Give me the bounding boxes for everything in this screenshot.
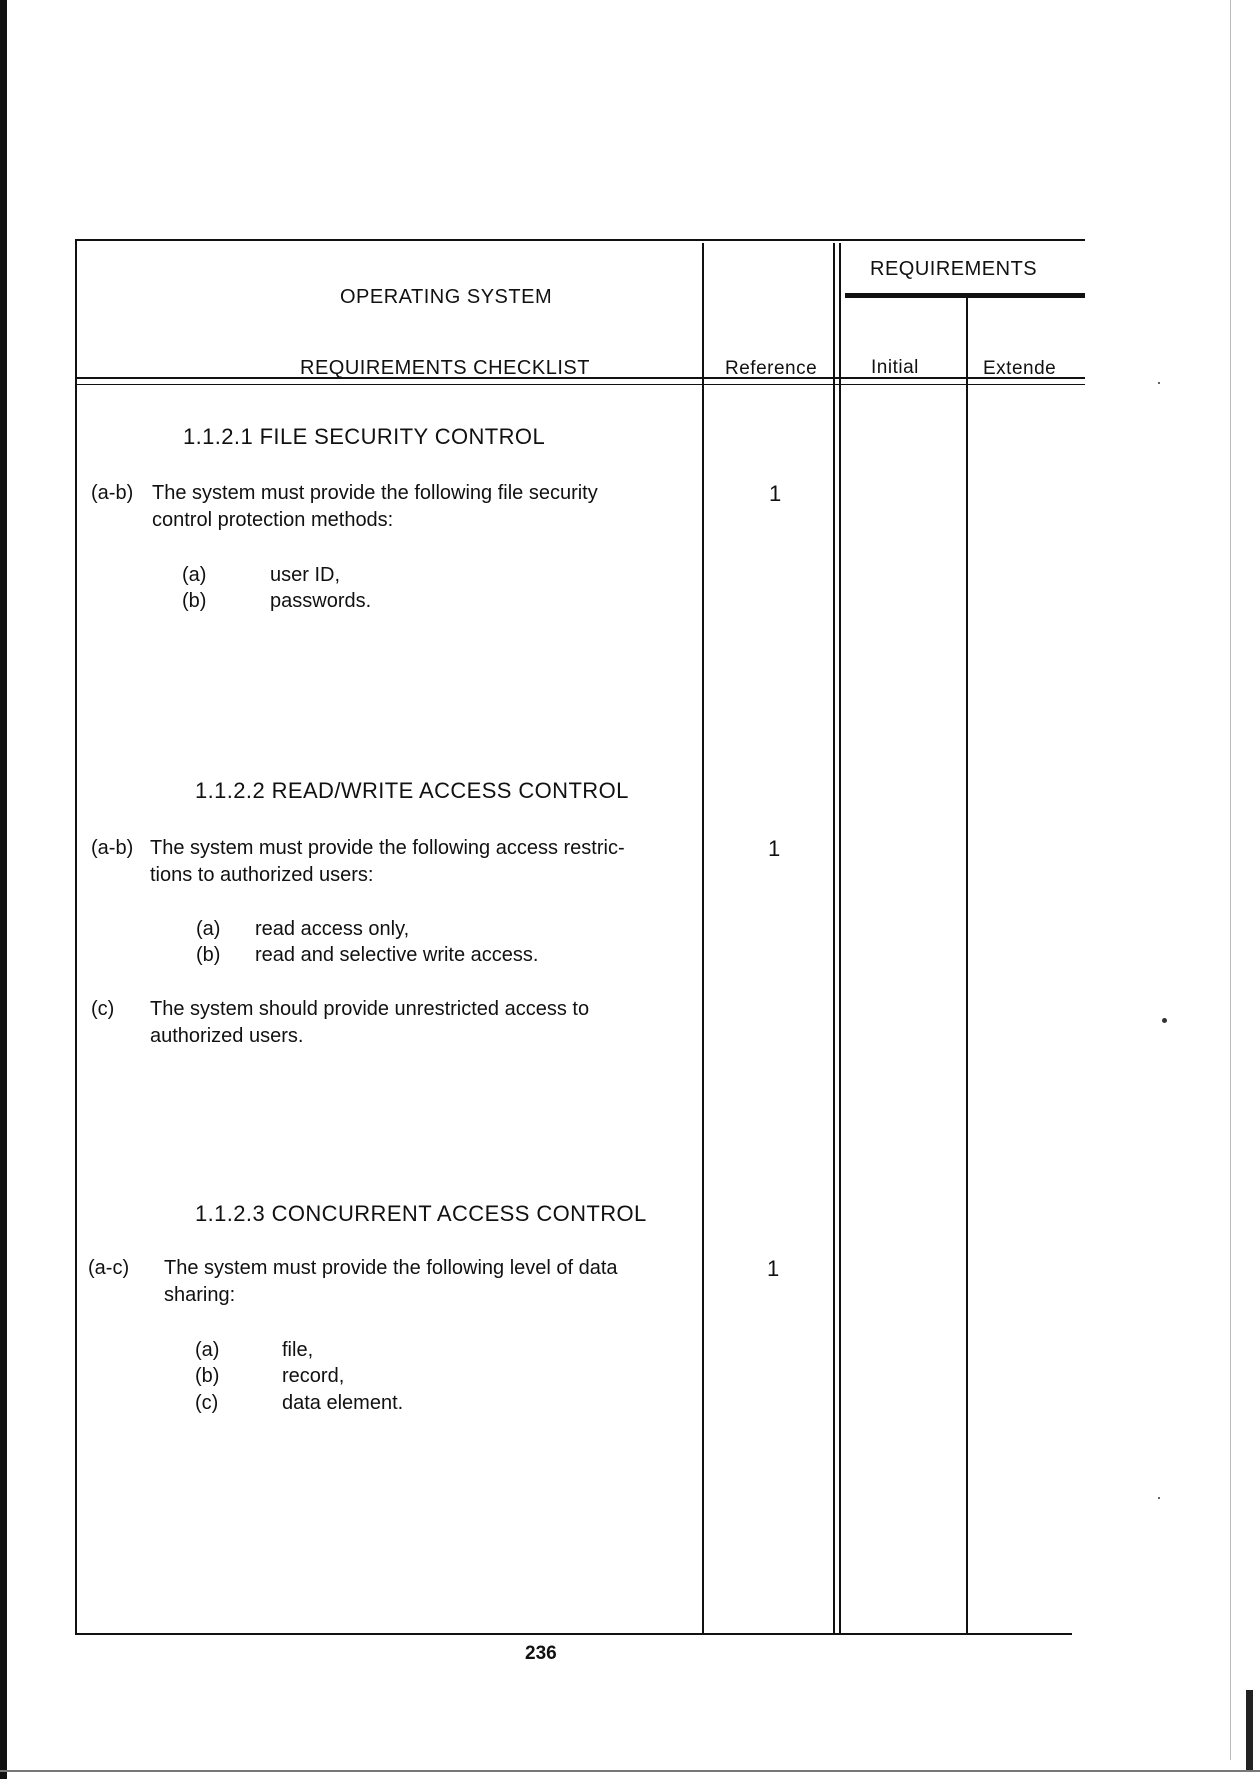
column-header-requirements: REQUIREMENTS xyxy=(870,258,1038,280)
scan-edge-right xyxy=(1230,0,1231,1760)
item-text: The system must provide the following level of data xyxy=(164,1257,618,1279)
sub-item-label: (a) xyxy=(196,918,221,940)
item-label: (a-b) xyxy=(91,482,134,504)
item-label: (c) xyxy=(91,998,115,1020)
table-left-rule xyxy=(75,239,77,1635)
table-top-rule xyxy=(75,239,1085,241)
speck xyxy=(1158,1497,1160,1499)
sub-item-label: (b) xyxy=(182,590,207,612)
scan-edge-left xyxy=(0,0,7,1779)
item-text: control protection methods: xyxy=(152,509,394,531)
section-heading: 1.1.2.2 READ/WRITE ACCESS CONTROL xyxy=(195,778,629,803)
sub-item-text: passwords. xyxy=(270,590,372,612)
sub-item-text: read and selective write access. xyxy=(255,944,539,966)
speck xyxy=(1162,1018,1167,1023)
reference-left-rule xyxy=(702,243,704,1633)
table-title-line2: REQUIREMENTS CHECKLIST xyxy=(300,357,590,379)
item-text: The system must provide the following access restric- xyxy=(150,837,625,859)
column-header-reference: Reference xyxy=(725,358,818,379)
reference-right-rule xyxy=(833,243,835,1633)
scan-edge-bottom xyxy=(0,1770,1260,1772)
column-header-extended: Extende xyxy=(983,358,1057,379)
section-heading: 1.1.2.1 FILE SECURITY CONTROL xyxy=(183,424,546,449)
sub-item-text: user ID, xyxy=(270,564,341,586)
initial-extended-rule xyxy=(966,298,968,1633)
sub-item-label: (c) xyxy=(195,1392,219,1414)
item-text: The system must provide the following file security xyxy=(152,482,598,504)
column-header-initial: Initial xyxy=(871,357,919,378)
item-label: (a-b) xyxy=(91,837,134,859)
requirements-divider xyxy=(845,293,1085,298)
item-text: tions to authorized users: xyxy=(150,864,374,886)
sub-item-label: (b) xyxy=(196,944,221,966)
item-label: (a-c) xyxy=(88,1257,130,1279)
sub-item-text: file, xyxy=(282,1339,314,1361)
item-text: The system should provide unrestricted access to xyxy=(150,998,590,1020)
page-number: 236 xyxy=(525,1643,557,1664)
reference-value: 1 xyxy=(767,1256,780,1281)
section-heading: 1.1.2.3 CONCURRENT ACCESS CONTROL xyxy=(195,1201,647,1226)
sub-item-label: (a) xyxy=(195,1339,220,1361)
sub-item-text: data element. xyxy=(282,1392,404,1414)
sub-item-label: (a) xyxy=(182,564,207,586)
table-bottom-rule xyxy=(75,1633,1072,1635)
scan-corner xyxy=(1246,1690,1253,1770)
item-text: sharing: xyxy=(164,1284,236,1306)
table-title-line1: OPERATING SYSTEM xyxy=(340,286,553,308)
reference-value: 1 xyxy=(768,836,781,861)
header-rule-double xyxy=(75,384,1085,385)
reference-right-rule-double xyxy=(839,243,841,1633)
reference-value: 1 xyxy=(769,481,782,506)
sub-item-text: read access only, xyxy=(255,918,410,940)
item-text: authorized users. xyxy=(150,1025,304,1047)
sub-item-text: record, xyxy=(282,1365,345,1387)
sub-item-label: (b) xyxy=(195,1365,220,1387)
speck xyxy=(1158,382,1160,384)
